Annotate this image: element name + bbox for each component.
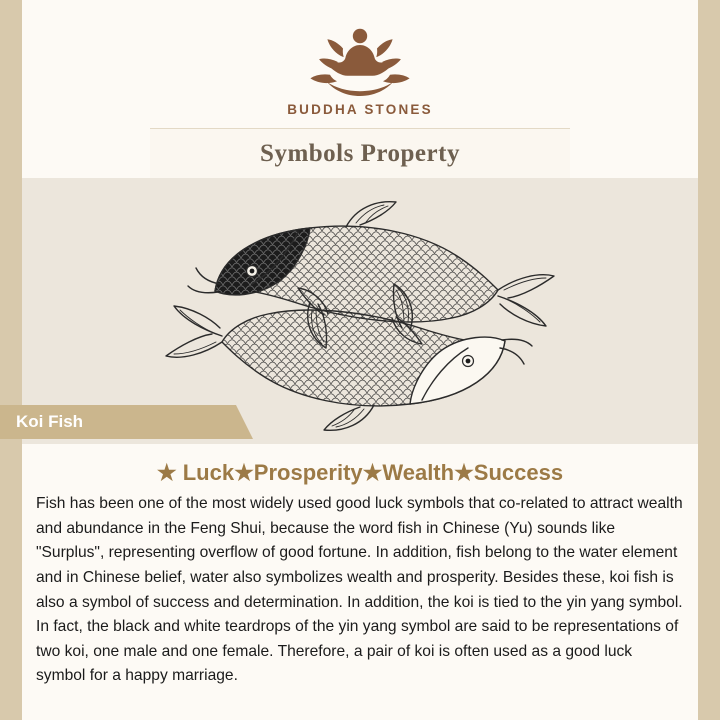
body-area: [22, 444, 698, 720]
keywords-subtitle: ★ Luck★Prosperity★Wealth★Success: [156, 460, 564, 485]
brand-logo-block: [0, 22, 720, 122]
title-bar: [150, 128, 570, 180]
page-title: Symbols Property: [260, 140, 460, 167]
top-white-strip: [22, 0, 698, 18]
description-paragraph: Fish has been one of the most widely used good luck symbols that co-related to attract wealth and abundance in the Feng Shui, because the word fish in Chinese (Yu) sounds like "Surplus", representing overflow of good fortune. In addition, fish belong to the water element and in Chinese belief, water also symbolizes wealth and prosperity. Besides these, koi fish is also a symbol of success and determination. In addition, the koi is tied to the yin yang symbol. In fact, the black and white teardrops of the yin yang symbol are said to be representations of two koi, one male and one female. Therefore, a pair of koi is often used as a good luck symbol for a happy marriage.: [36, 495, 683, 685]
lotus-meditation-icon: [275, 22, 445, 100]
caption-label: Koi Fish: [16, 412, 84, 431]
caption-tab: [0, 405, 236, 439]
brand-name: BUDDHA STONES: [287, 102, 433, 117]
